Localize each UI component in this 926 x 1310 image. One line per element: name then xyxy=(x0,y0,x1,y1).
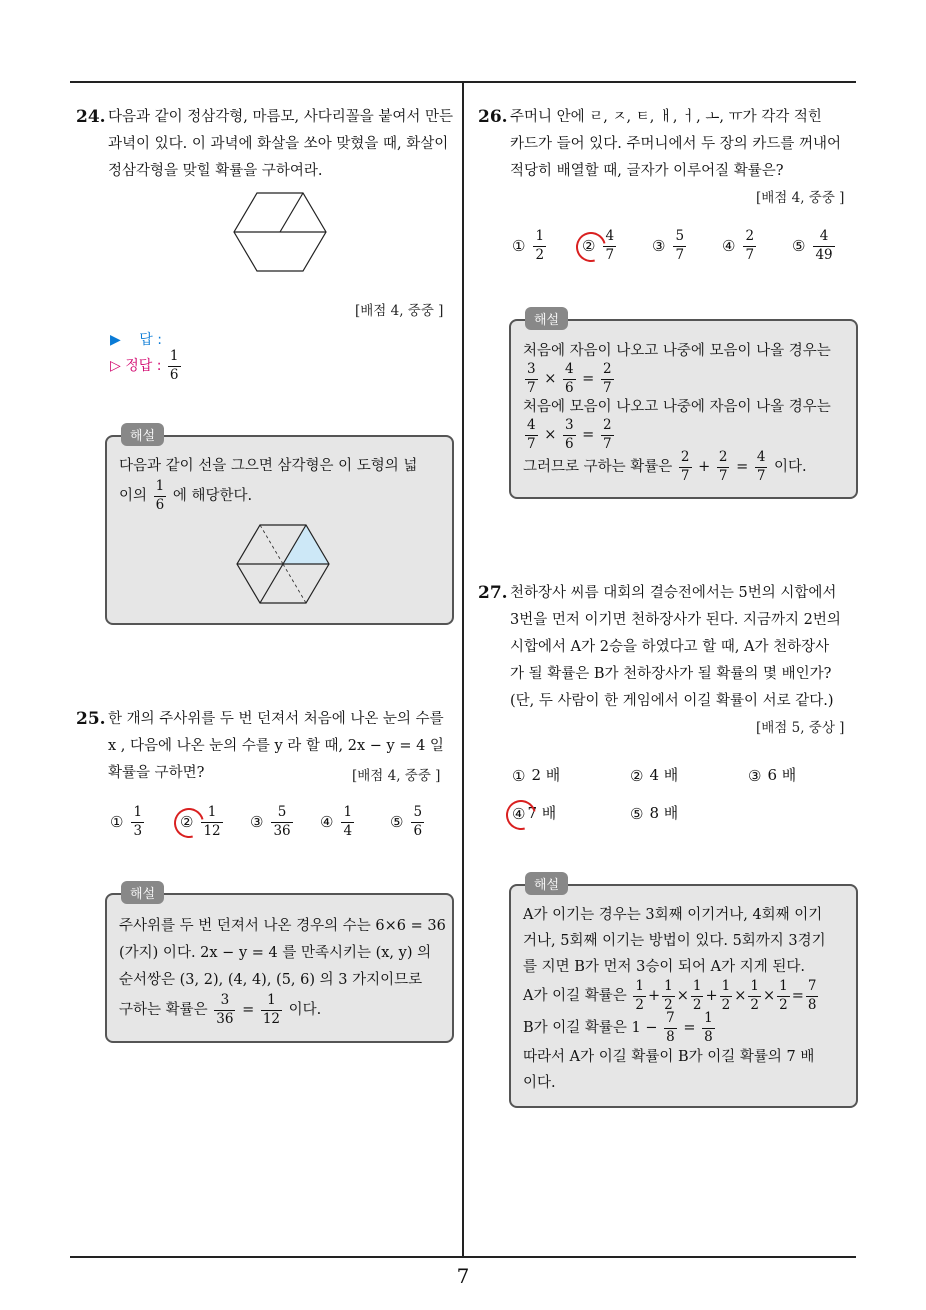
question-number: 26. xyxy=(478,107,508,127)
question-line-2: x , 다음에 나온 눈의 수를 y 라 할 때, 2x − y = 4 일 xyxy=(108,738,444,754)
score-label: [배점 4, 중중 ] xyxy=(355,303,444,319)
question-line-2: 3번을 먼저 이기면 천하장사가 된다. 지금까지 2번의 xyxy=(510,612,841,628)
choice-1[interactable]: ① $\frac{1}{3}$ xyxy=(110,804,143,839)
selected-answer-mark: ② xyxy=(180,813,194,831)
explanation-text: 처음에 자음이 나오고 나중에 모음이 나올 경우는 $\frac{3}{7}$ × $\frac{4}{6}$ = $\frac{2}{7}$ 처음에 모음이 나오고 나중에 자음이 나올 경우는 $\frac{4}{7}$ × $\frac{3}{6}$ = $\frac{2}{7}$ 그러므로 구하는 확률은 $\frac{2}{7}$ + $\frac{2}{7}$ = $\frac{4}{7}$ 이다. xyxy=(523,343,831,484)
choice-1[interactable]: ① $\frac{1}{2}$ xyxy=(512,228,545,263)
correct-answer-line xyxy=(110,350,183,382)
correct-marker: ▷ xyxy=(110,358,121,374)
bottom-rule xyxy=(70,1256,856,1258)
question-24 xyxy=(76,104,456,185)
choices-26 xyxy=(512,230,852,270)
selected-answer-mark: ④ xyxy=(512,805,526,823)
question-line-1: 천하장사 씨름 대회의 결승전에서는 5번의 시합에서 xyxy=(510,585,837,601)
explanation-text: A가 이기는 경우는 3회째 이기거나, 4회째 이기 거나, 5회째 이기는 방법이 있다. 5회까지 3경기 를 지면 B가 먼저 3승이 되어 A가 지게 된다. A가 이길 확률은 $\frac{1}{2}$ + $\frac{1}{2}$ × $\frac{1}{2}$ + $\frac{1}{2}$ × $\frac{1}{2}$ × $\frac{1}{2}$ = $\frac{7}{8}$ B가 이길 확률은 1 − $\frac{7}{8}$ = $\frac{1}{8}$ 따라서 A가 이길 확률이 B가 이길 확률의 7 배 이다. xyxy=(523,907,826,1091)
answer-label: 답 : xyxy=(139,332,162,348)
column-divider xyxy=(462,82,464,1256)
question-number: 27. xyxy=(478,583,508,603)
explanation-box-24 xyxy=(105,429,454,625)
question-line-1: 주머니 안에 ㄹ, ㅈ, ㅌ, ㅐ, ㅓ, ㅗ, ㅠ가 각각 적힌 xyxy=(510,109,822,125)
choice-3[interactable]: ③ 6 배 xyxy=(748,766,797,785)
choice-2[interactable]: ② $\frac{1}{12}$ xyxy=(180,804,221,839)
choice-3[interactable]: ③ $\frac{5}{7}$ xyxy=(652,228,685,263)
explanation-box-27 xyxy=(509,878,858,1108)
correct-fraction: $\frac{1}{6}$ xyxy=(169,348,179,383)
choice-4[interactable]: ④ 7 배 xyxy=(512,804,557,823)
question-26 xyxy=(478,104,862,185)
selected-answer-mark: ② xyxy=(582,237,596,255)
explanation-text: 다음과 같이 선을 그으면 삼각형은 이 도형의 넓 이의 $\frac{1}{6}$ 에 해당한다. xyxy=(119,458,418,513)
target-figure xyxy=(230,190,330,274)
explanation-tag: 해설 xyxy=(121,881,164,904)
question-line-3: 시합에서 A가 2승을 하였다고 할 때, A가 천하장사 xyxy=(510,639,830,655)
choices-25 xyxy=(110,806,450,846)
choice-5[interactable]: ⑤ 8 배 xyxy=(630,804,679,823)
question-line-3: 확률을 구하면? xyxy=(108,765,205,781)
question-line-3: 적당히 배열할 때, 글자가 이루어질 확률은? xyxy=(510,163,784,179)
score-label: [배점 4, 중중 ] xyxy=(756,190,845,206)
question-line-2: 카드가 들어 있다. 주머니에서 두 장의 카드를 꺼내어 xyxy=(510,136,842,152)
choice-5[interactable]: ⑤ $\frac{4}{49}$ xyxy=(792,228,833,263)
choice-5[interactable]: ⑤ $\frac{5}{6}$ xyxy=(390,804,423,839)
question-line-5: (단, 두 사람이 한 게임에서 이길 확률이 서로 같다.) xyxy=(510,693,834,709)
choice-4[interactable]: ④ $\frac{1}{4}$ xyxy=(320,804,353,839)
choice-1[interactable]: ① 2 배 xyxy=(512,766,561,785)
question-line-1: 한 개의 주사위를 두 번 던져서 처음에 나온 눈의 수를 xyxy=(108,711,444,727)
question-27 xyxy=(478,580,862,715)
answer-line xyxy=(110,329,162,349)
choice-3[interactable]: ③ $\frac{5}{36}$ xyxy=(250,804,291,839)
question-number: 25. xyxy=(76,709,106,729)
page-number: 7 xyxy=(456,1264,470,1288)
explanation-box-25 xyxy=(105,887,454,1043)
choices-27 xyxy=(512,764,852,834)
explanation-figure xyxy=(233,521,333,607)
score-label: [배점 4, 중중 ] xyxy=(352,768,441,784)
question-number: 24. xyxy=(76,107,106,127)
question-line-4: 가 될 확률은 B가 천하장사가 될 확률의 몇 배인가? xyxy=(510,666,832,682)
choice-4[interactable]: ④ $\frac{2}{7}$ xyxy=(722,228,755,263)
explanation-tag: 해설 xyxy=(525,307,568,330)
choice-2[interactable]: ② 4 배 xyxy=(630,766,679,785)
explanation-tag: 해설 xyxy=(121,423,164,446)
explanation-text: 주사위를 두 번 던져서 나온 경우의 수는 6×6 = 36 (가지) 이다. 2x − y = 4 를 만족시키는 (x, y) 의 순서쌍은 (3, 2), (4, 4), (5, 6) 의 3 가지이므로 구하는 확률은 $\frac{3}{36}$ = $\frac{1}{12}$ 이다. xyxy=(119,918,446,1027)
correct-label: 정답 : xyxy=(125,358,162,374)
choice-2[interactable]: ② $\frac{4}{7}$ xyxy=(582,228,615,263)
explanation-box-26 xyxy=(509,313,858,499)
score-label: [배점 5, 중상 ] xyxy=(756,720,845,736)
explanation-tag: 해설 xyxy=(525,872,568,895)
answer-marker: ▶ xyxy=(110,332,121,348)
question-text: 다음과 같이 정삼각형, 마름모, 사다리꼴을 붙여서 만든 과녁이 있다. 이 과녁에 화살을 쏘아 맞혔을 때, 화살이 정삼각형을 맞힐 확률을 구하여라. xyxy=(108,109,454,179)
